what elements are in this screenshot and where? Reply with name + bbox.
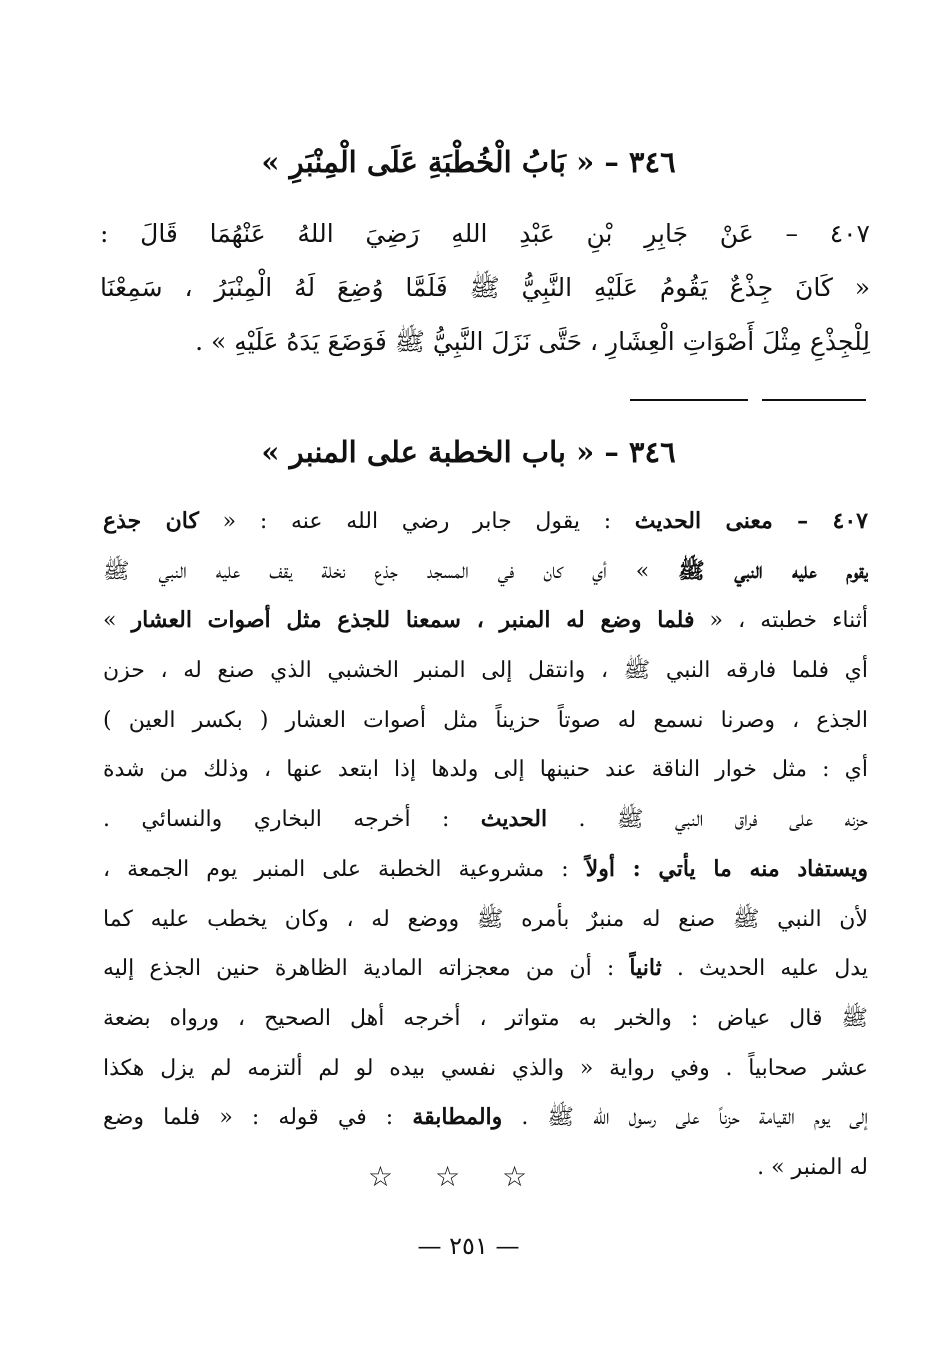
commentary-line: [103, 795, 868, 845]
text-run: له المنبر » .: [757, 1154, 868, 1180]
bold-text: كان جذع: [103, 508, 199, 534]
star-icon: ☆: [434, 1160, 503, 1193]
chapter-heading: ٣٤٦ – « بَابُ الْخُطْبَةِ عَلَى الْمِنْبَرِ »: [261, 145, 676, 179]
text-run: لأن النبي ﷺ صنع له منبرٌ بأمره ﷺ ووضع له ، وكان يخطب عليه كما: [103, 906, 868, 932]
commentary-line: [103, 596, 868, 646]
bold-text: والمطابقة: [412, 1104, 503, 1131]
commentary-line: [103, 1044, 868, 1094]
text-run: : مشروعية الخطبة على المنبر يوم الجمعة ،: [103, 856, 586, 882]
text-run: أي : مثل خوار الناقة عند حنينها إلى ولدها إذا ابتعد عنها ، وذلك من شدة: [103, 757, 868, 783]
bold-text: فلما وضع له المنبر ، سمعنا للجذع مثل أصوات العشار: [131, 607, 695, 634]
text-run: عشر صحابياً . وفي رواية « والذي نفسي بيده لو لم ألتزمه لم يزل هكذا: [103, 1055, 868, 1081]
commentary-line: [103, 745, 868, 795]
commentary-line: [103, 1093, 868, 1143]
commentary-line: [103, 547, 868, 597]
bold-text: ٤٠٧ – معنى الحديث: [634, 508, 868, 534]
text-run: : يقول جابر رضي الله عنه : «: [198, 509, 635, 534]
hadith-line: ٤٠٧ – عَنْ جَابِرِ بْنِ عَبْدِ اللهِ رَضِيَ اللهُ عَنْهُمَا قَالَ :: [100, 219, 870, 248]
divider-line: [762, 399, 866, 401]
text-run: إلى يوم القيامة حزناً على رسول الله ﷺ .: [502, 1105, 868, 1131]
commentary-line: [103, 994, 868, 1044]
text-run: يدل عليه الحديث .: [661, 956, 868, 982]
star-icon: ☆: [502, 1160, 570, 1193]
text-run: : أن من معجزاته المادية الظاهرة حنين الجذع إليه: [103, 956, 630, 982]
text-run: حزنه على فراق النبي ﷺ .: [547, 807, 868, 833]
commentary-line: [103, 895, 868, 945]
commentary-line: [103, 944, 868, 994]
commentary-line: [103, 845, 868, 895]
text-run: الجذع ، وصرنا نسمع له صوتاً حزيناً مثل أصوات العشار ( بكسر العين ): [103, 707, 868, 733]
page-number: — ٢٥١ —: [417, 1232, 520, 1260]
text-run: » أي كان في المسجد جذع نخلة يقف عليه النبي ﷺ: [103, 558, 679, 584]
hadith-line: « كَانَ جِذْعٌ يَقُومُ عَلَيْهِ النَّبِيُّ ﷺ فَلَمَّا وُضِعَ لَهُ الْمِنْبَرُ ، سَمِعْنَا: [100, 273, 870, 302]
bold-text: الحديث: [480, 806, 548, 833]
commentary-line: [103, 646, 868, 696]
commentary-text: [103, 497, 868, 1193]
text-run: ﷺ قال عياض : والخبر به متواتر ، أخرجه أهل الصحيح ، ورواه بضعة: [103, 1005, 868, 1031]
text-run: »: [103, 608, 132, 634]
commentary-line: [103, 497, 868, 547]
star-icon: ☆: [367, 1160, 435, 1193]
stars-separator: [0, 1160, 937, 1193]
commentary-line: [103, 696, 868, 746]
text-run: أي فلما فارقه النبي ﷺ ، وانتقل إلى المنبر الخشبي الذي صنع له ، حزن: [103, 658, 868, 684]
hadith-line: لِلْجِذْعِ مِثْلَ أَصْوَاتِ الْعِشَارِ ، حَتَّى نَزَلَ النَّبِيُّ ﷺ فَوَضَعَ يَدَهُ عَلَيْهِ » .: [195, 327, 870, 356]
bold-text: ويستفاد منه ما يأتي : أولاً: [585, 855, 868, 882]
divider-line: [630, 399, 748, 401]
bold-text: يقوم عليه النبي ﷺ: [678, 557, 868, 584]
text-run: : في قوله : « فلما وضع: [103, 1105, 413, 1131]
commentary-heading: ٣٤٦ – « باب الخطبة على المنبر »: [261, 435, 676, 469]
hadith-text: [100, 207, 870, 369]
bold-text: ثانياً: [629, 955, 662, 982]
text-run: : أخرجه البخاري والنسائي .: [103, 807, 481, 833]
text-run: أثناء خطبته ، «: [694, 608, 868, 634]
